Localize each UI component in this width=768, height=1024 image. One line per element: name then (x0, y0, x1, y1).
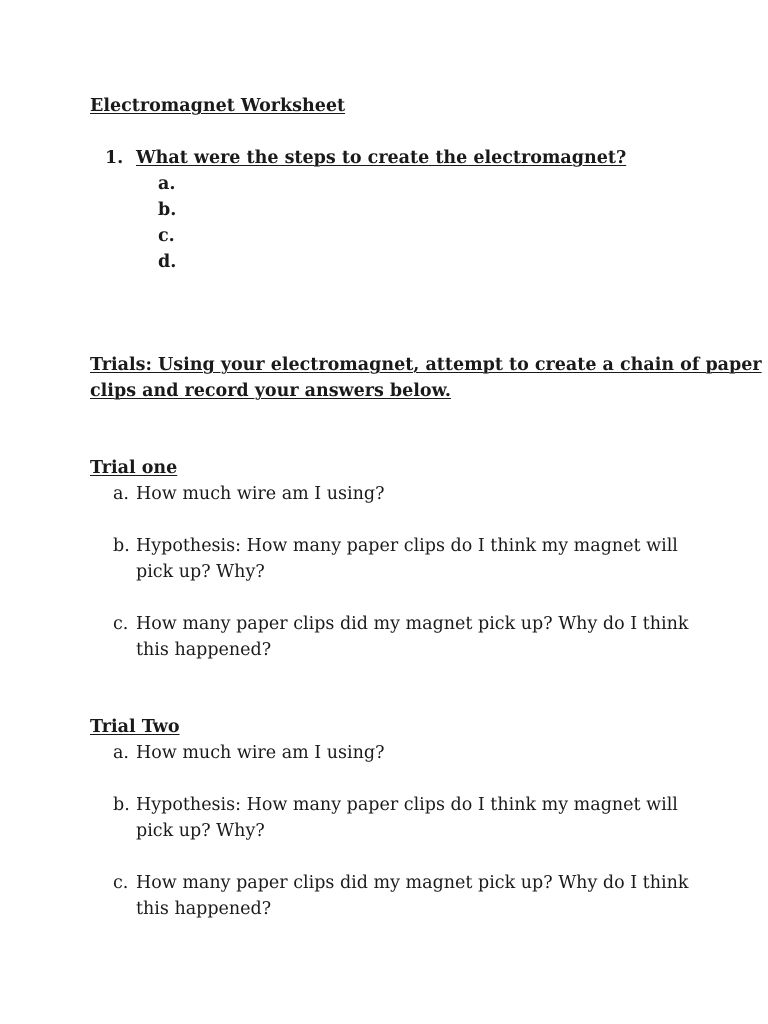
question-1-text: What were the steps to create the electromagnet? (136, 148, 627, 168)
question-1-number: 1. (105, 148, 124, 168)
trial-two-item-b-text-line-2: pick up? Why? (136, 821, 265, 841)
step-d-marker: d. (158, 252, 177, 272)
trial-one-item-a-text: How much wire am I using? (136, 484, 385, 504)
trial-two-heading: Trial Two (90, 717, 180, 737)
trial-one-item-b-text-line-2: pick up? Why? (136, 562, 265, 582)
trial-two-item-b-marker: b. (113, 795, 130, 815)
trials-instruction-line-2: clips and record your answers below. (90, 381, 451, 401)
trial-two-item-b-text-line-1: Hypothesis: How many paper clips do I think my magnet will (136, 795, 678, 815)
trial-two-item-a-text: How much wire am I using? (136, 743, 385, 763)
trial-one-item-b-text-line-1: Hypothesis: How many paper clips do I think my magnet will (136, 536, 678, 556)
trial-one-item-c-text-line-1: How many paper clips did my magnet pick up? Why do I think (136, 614, 689, 634)
step-b-marker: b. (158, 200, 177, 220)
trial-one-item-c-text-line-2: this happened? (136, 640, 272, 660)
trial-one-item-a-marker: a. (113, 484, 129, 504)
trial-one-heading: Trial one (90, 458, 178, 478)
trial-two-item-a-marker: a. (113, 743, 129, 763)
worksheet-title: Electromagnet Worksheet (90, 96, 346, 116)
trial-one-item-c-marker: c. (113, 614, 129, 634)
step-c-marker: c. (158, 226, 175, 246)
trial-one-item-b-marker: b. (113, 536, 130, 556)
trial-two-item-c-text-line-1: How many paper clips did my magnet pick up? Why do I think (136, 873, 689, 893)
trials-instruction-line-1: Trials: Using your electromagnet, attempt to create a chain of paper (90, 355, 762, 375)
trial-two-item-c-marker: c. (113, 873, 129, 893)
step-a-marker: a. (158, 174, 176, 194)
trial-two-item-c-text-line-2: this happened? (136, 899, 272, 919)
